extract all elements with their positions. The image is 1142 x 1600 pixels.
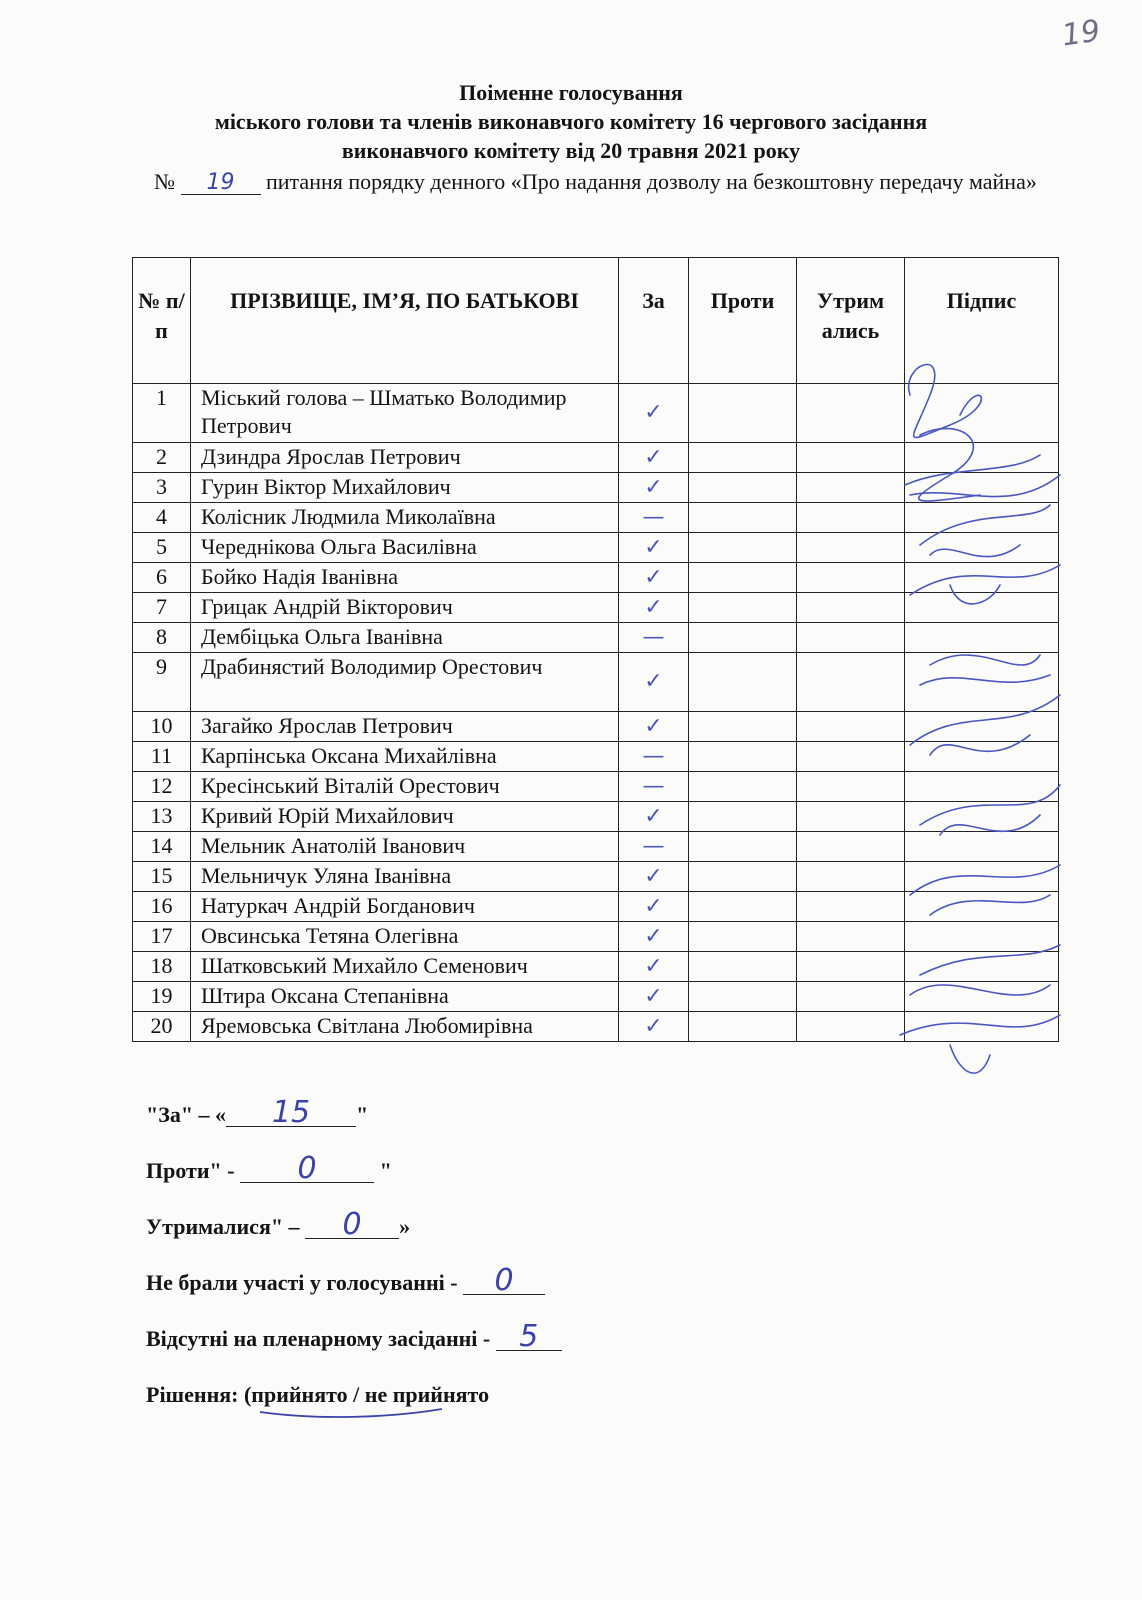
row-vote-abstained — [797, 563, 905, 593]
row-vote-against — [689, 712, 797, 742]
row-signature — [905, 653, 1059, 712]
row-name: Колісник Людмила Миколаївна — [191, 503, 619, 533]
row-vote-against — [689, 653, 797, 712]
col-for: За — [619, 258, 689, 384]
row-name: Череднікова Ольга Василівна — [191, 533, 619, 563]
row-vote-abstained — [797, 772, 905, 802]
row-number: 8 — [133, 623, 191, 653]
row-vote-abstained — [797, 623, 905, 653]
row-number: 20 — [133, 1012, 191, 1042]
totals-section — [146, 1095, 562, 1436]
row-number: 12 — [133, 772, 191, 802]
row-signature — [905, 623, 1059, 653]
agenda-text: питання порядку денного «Про надання дозволу на безкоштовну передачу майна» — [266, 169, 1037, 194]
table-row — [133, 563, 1059, 593]
row-vote-abstained — [797, 982, 905, 1012]
row-number: 2 — [133, 443, 191, 473]
row-vote-against — [689, 384, 797, 443]
row-vote-for: ✓ — [619, 952, 689, 982]
row-vote-for: ✓ — [619, 712, 689, 742]
row-vote-for: ✓ — [619, 443, 689, 473]
row-name: Шатковський Михайло Семенович — [191, 952, 619, 982]
row-vote-abstained — [797, 802, 905, 832]
table-row — [133, 982, 1059, 1012]
table-row — [133, 742, 1059, 772]
row-name: Яремовська Світлана Любомирівна — [191, 1012, 619, 1042]
total-not-voted: Не брали участі у голосуванні - 0 — [146, 1268, 562, 1324]
table-row — [133, 922, 1059, 952]
row-signature — [905, 772, 1059, 802]
row-name: Мельничук Уляна Іванівна — [191, 862, 619, 892]
title: Поіменне голосування — [459, 80, 683, 105]
row-vote-abstained — [797, 892, 905, 922]
row-vote-against — [689, 473, 797, 503]
row-signature — [905, 712, 1059, 742]
row-signature — [905, 922, 1059, 952]
table-row — [133, 802, 1059, 832]
row-vote-against — [689, 952, 797, 982]
row-number: 10 — [133, 712, 191, 742]
col-abstained: Утрим ались — [797, 258, 905, 384]
table-row — [133, 653, 1059, 712]
table-row — [133, 832, 1059, 862]
decision-label: Рішення: (прийнято / не прийнято — [146, 1382, 490, 1407]
row-name: Міський голова – Шматько Володимир Петрович — [191, 384, 619, 443]
row-vote-abstained — [797, 712, 905, 742]
row-vote-for: ✓ — [619, 593, 689, 623]
row-vote-for: ✓ — [619, 982, 689, 1012]
table-row — [133, 772, 1059, 802]
row-vote-for: ✓ — [619, 862, 689, 892]
row-vote-for: — — [619, 772, 689, 802]
total-against: Проти" - 0 " — [146, 1151, 392, 1186]
total-absent-value: 5 — [496, 1324, 562, 1351]
row-name: Натуркач Андрій Богданович — [191, 892, 619, 922]
table-row — [133, 623, 1059, 653]
row-signature — [905, 1012, 1059, 1042]
row-vote-against — [689, 862, 797, 892]
document-header — [0, 78, 1142, 165]
row-number: 11 — [133, 742, 191, 772]
row-number: 4 — [133, 503, 191, 533]
row-vote-against — [689, 772, 797, 802]
total-against-value: 0 — [240, 1156, 374, 1183]
row-signature — [905, 384, 1059, 443]
table-row — [133, 533, 1059, 563]
row-number: 14 — [133, 832, 191, 862]
row-vote-against — [689, 742, 797, 772]
row-vote-for: ✓ — [619, 922, 689, 952]
row-vote-abstained — [797, 742, 905, 772]
row-vote-abstained — [797, 473, 905, 503]
agenda-item-number: 19 — [181, 172, 261, 195]
row-vote-against — [689, 593, 797, 623]
row-number: 5 — [133, 533, 191, 563]
total-not-voted-value: 0 — [463, 1268, 545, 1295]
row-vote-abstained — [797, 593, 905, 623]
table-row — [133, 862, 1059, 892]
row-vote-abstained — [797, 862, 905, 892]
row-name: Кривий Юрій Михайлович — [191, 802, 619, 832]
table-header-row — [133, 258, 1059, 384]
row-signature — [905, 473, 1059, 503]
table-row — [133, 712, 1059, 742]
row-signature — [905, 982, 1059, 1012]
row-name: Кресінський Віталій Орестович — [191, 772, 619, 802]
row-number: 13 — [133, 802, 191, 832]
vote-table — [132, 257, 1059, 1042]
row-vote-for: ✓ — [619, 563, 689, 593]
row-vote-against — [689, 982, 797, 1012]
row-vote-for: ✓ — [619, 653, 689, 712]
row-signature — [905, 563, 1059, 593]
col-signature: Підпис — [905, 258, 1059, 384]
row-vote-for: ✓ — [619, 473, 689, 503]
row-vote-abstained — [797, 384, 905, 443]
total-for: "За" – « 15 " — [146, 1095, 369, 1130]
row-vote-abstained — [797, 922, 905, 952]
row-vote-for: — — [619, 742, 689, 772]
row-vote-abstained — [797, 952, 905, 982]
row-name: Овсинська Тетяна Олегівна — [191, 922, 619, 952]
subtitle: міського голови та членів виконавчого комітету 16 чергового засідання — [214, 109, 928, 134]
table-row — [133, 593, 1059, 623]
decision-underline-icon — [258, 1406, 444, 1420]
row-name: Грицак Андрій Вікторович — [191, 593, 619, 623]
row-number: 3 — [133, 473, 191, 503]
total-absent: Відсутні на пленарному засіданні - 5 — [146, 1324, 562, 1380]
page-number: 19 — [1059, 13, 1103, 54]
row-vote-against — [689, 892, 797, 922]
row-signature — [905, 533, 1059, 563]
row-number: 9 — [133, 653, 191, 712]
row-vote-for: — — [619, 503, 689, 533]
col-name: ПРІЗВИЩЕ, ІМ’Я, ПО БАТЬКОВІ — [191, 258, 619, 384]
row-vote-for: — — [619, 832, 689, 862]
col-number: № п/п — [133, 258, 191, 384]
row-vote-for: — — [619, 623, 689, 653]
row-number: 6 — [133, 563, 191, 593]
row-signature — [905, 862, 1059, 892]
row-vote-against — [689, 802, 797, 832]
row-vote-for: ✓ — [619, 892, 689, 922]
row-name: Бойко Надія Іванівна — [191, 563, 619, 593]
table-row — [133, 384, 1059, 443]
row-name: Загайко Ярослав Петрович — [191, 712, 619, 742]
row-vote-abstained — [797, 443, 905, 473]
table-row — [133, 952, 1059, 982]
row-signature — [905, 443, 1059, 473]
row-vote-for: ✓ — [619, 533, 689, 563]
row-name: Дзиндра Ярослав Петрович — [191, 443, 619, 473]
row-signature — [905, 832, 1059, 862]
row-name: Штира Оксана Степанівна — [191, 982, 619, 1012]
row-signature — [905, 593, 1059, 623]
row-signature — [905, 503, 1059, 533]
agenda-item — [154, 167, 1058, 196]
total-abstained-value: 0 — [305, 1212, 399, 1239]
row-number: 16 — [133, 892, 191, 922]
row-number: 1 — [133, 384, 191, 443]
row-vote-for: ✓ — [619, 802, 689, 832]
row-vote-against — [689, 533, 797, 563]
table-row — [133, 503, 1059, 533]
row-vote-abstained — [797, 1012, 905, 1042]
row-vote-abstained — [797, 533, 905, 563]
row-vote-against — [689, 1012, 797, 1042]
row-signature — [905, 892, 1059, 922]
col-against: Проти — [689, 258, 797, 384]
row-vote-abstained — [797, 832, 905, 862]
row-number: 15 — [133, 862, 191, 892]
table-row — [133, 1012, 1059, 1042]
total-abstained: Утрималися" – 0 » — [146, 1207, 411, 1242]
row-signature — [905, 742, 1059, 772]
row-number: 7 — [133, 593, 191, 623]
total-for-value: 15 — [226, 1100, 356, 1127]
agenda-prefix: № — [154, 169, 175, 194]
row-vote-against — [689, 503, 797, 533]
row-signature — [905, 952, 1059, 982]
row-vote-against — [689, 563, 797, 593]
row-name: Мельник Анатолій Іванович — [191, 832, 619, 862]
row-name: Драбинястий Володимир Орестович — [191, 653, 619, 712]
row-number: 17 — [133, 922, 191, 952]
row-number: 18 — [133, 952, 191, 982]
row-name: Карпінська Оксана Михайлівна — [191, 742, 619, 772]
row-name: Гурин Віктор Михайлович — [191, 473, 619, 503]
row-number: 19 — [133, 982, 191, 1012]
decision — [146, 1380, 562, 1436]
row-vote-abstained — [797, 503, 905, 533]
row-vote-against — [689, 623, 797, 653]
table-row — [133, 443, 1059, 473]
row-signature — [905, 802, 1059, 832]
row-vote-abstained — [797, 653, 905, 712]
row-vote-for: ✓ — [619, 384, 689, 443]
table-row — [133, 473, 1059, 503]
row-vote-against — [689, 832, 797, 862]
row-vote-against — [689, 443, 797, 473]
row-vote-against — [689, 922, 797, 952]
table-row — [133, 892, 1059, 922]
row-name: Дембіцька Ольга Іванівна — [191, 623, 619, 653]
row-vote-for: ✓ — [619, 1012, 689, 1042]
meeting-date: виконавчого комітету від 20 травня 2021 року — [341, 138, 801, 163]
